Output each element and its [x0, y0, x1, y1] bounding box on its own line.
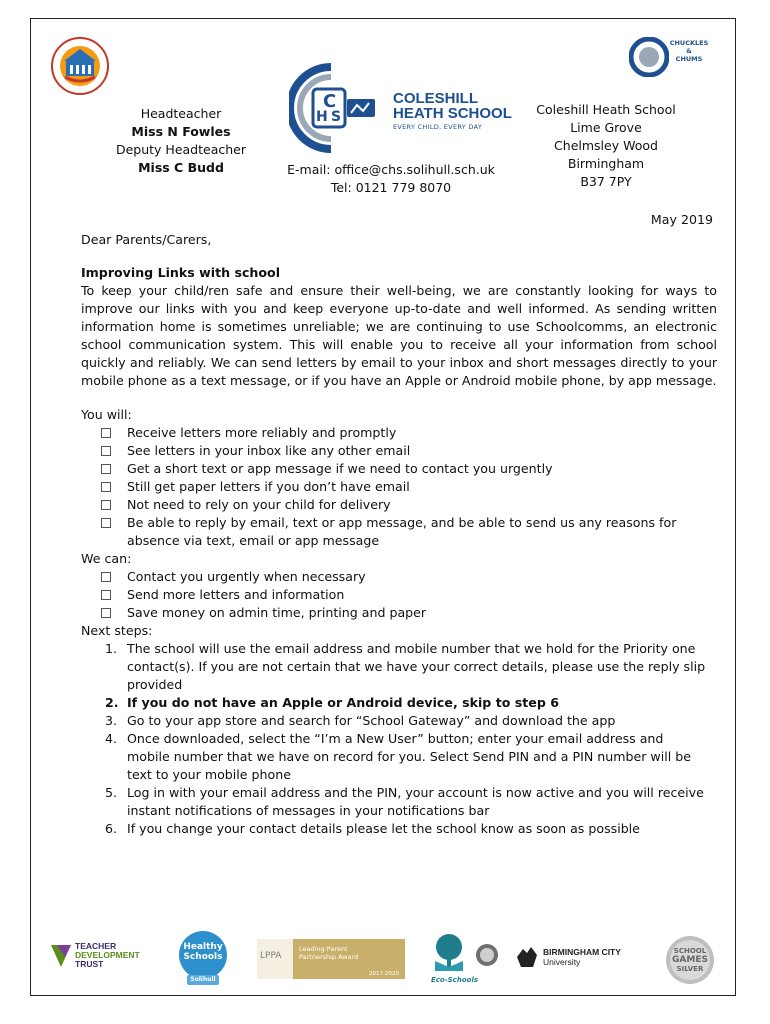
checkbox-icon: [101, 482, 111, 492]
coleshill-heath-school-logo: [289, 63, 519, 153]
list-item: Send more letters and information: [81, 586, 717, 604]
step-item: 4. Once downloaded, select the “I’m a New User” button; enter your email address and mobile number that we have on record for you. Select Send PIN and a PIN number will be text to your mobile phone: [105, 731, 691, 782]
list-item: Get a short text or app message if we need to contact you urgently: [81, 460, 717, 478]
logo-motto: EVERY CHILD, EVERY DAY: [393, 123, 483, 131]
logo-initial-s: S: [331, 109, 342, 125]
north-solihull-badge-logo: [51, 37, 109, 95]
letter-body: [81, 264, 717, 838]
healthy-line1: Healthy: [183, 942, 223, 952]
deputy-name: Miss C Budd: [138, 160, 224, 175]
birmingham-city-university-logo: [515, 943, 645, 973]
games-line2: GAMES: [672, 955, 708, 965]
logo-name-line1: COLESHILL: [393, 90, 478, 107]
list-item: Contact you urgently when necessary: [81, 568, 717, 586]
headteacher-name: Miss N Fowles: [131, 124, 231, 139]
address-line5: B37 7PY: [580, 174, 632, 189]
list-item: Not need to rely on your child for delivery: [81, 496, 717, 514]
teacher-development-trust-logo: [49, 939, 159, 975]
checkbox-icon: [101, 572, 111, 582]
checkbox-icon: [101, 446, 111, 456]
step-item: 6. If you change your contact details please let the school know as soon as possible: [105, 821, 640, 836]
subject-heading: Improving Links with school: [81, 265, 281, 280]
games-line1: SCHOOL: [673, 947, 707, 955]
address-block: [531, 101, 681, 191]
email-line: E-mail: office@chs.solihull.sch.uk: [287, 162, 495, 177]
we-can-list: [81, 568, 717, 622]
healthy-line2: Schools: [183, 952, 223, 962]
eco-label: Eco-Schools: [431, 976, 479, 984]
list-item: Receive letters more reliably and promptly: [81, 424, 717, 442]
next-steps-list: [81, 640, 717, 838]
staff-block: [111, 105, 251, 177]
we-can-heading: We can:: [81, 551, 132, 566]
checkbox-icon: [101, 590, 111, 600]
address-line3: Chelmsley Wood: [554, 138, 658, 153]
logo-initial-h: H: [316, 109, 328, 125]
lppa-abbr: LPPA: [260, 951, 282, 961]
healthy-schools-logo: [175, 931, 231, 987]
tel-line: Tel: 0121 779 8070: [330, 180, 452, 195]
eco-schools-logo: [429, 931, 509, 987]
lppa-award-logo: [257, 939, 405, 979]
address-line4: Birmingham: [567, 156, 645, 171]
contact-block: [281, 161, 501, 197]
tdt-line1: TEACHER: [75, 941, 117, 951]
games-line3: SILVER: [676, 965, 704, 973]
checkbox-icon: [101, 608, 111, 618]
logo-initial-c: C: [323, 91, 337, 112]
list-item: Still get paper letters if you don’t have email: [81, 478, 717, 496]
school-games-silver-logo: [665, 935, 715, 985]
you-will-heading: You will:: [81, 407, 132, 422]
greeting: Dear Parents/Carers,: [81, 232, 212, 247]
step-item: 3. Go to your app store and search for “School Gateway” and download the app: [105, 713, 616, 728]
intro-paragraph: To keep your child/ren safe and ensure their well-being, we are constantly looking for ways to improve our links with you and keep everyone up-to-date and well informed. As sending written information home is sometimes unreliable; we are continuing to use Schoolcomms, an electronic school communication system. This will enable you to receive all your information from school quickly and reliably. We can send letters by email to your inbox and short messages directly to your mobile phone as a text message, or if you have an Apple or Android mobile phone, by app message.: [81, 283, 717, 388]
bcu-line2: University: [543, 957, 581, 967]
chuckles-and-chums-logo: [629, 37, 719, 77]
list-item: Save money on admin time, printing and paper: [81, 604, 717, 622]
address-line1: Coleshill Heath School: [536, 102, 676, 117]
step-item: 2. If you do not have an Apple or Android device, skip to step 6: [105, 695, 559, 710]
list-item: See letters in your inbox like any other email: [81, 442, 717, 460]
checkbox-icon: [101, 518, 111, 528]
lppa-line1: Leading Parent: [299, 945, 348, 953]
step-item: 1. The school will use the email address and mobile number that we hold for the Priority one contact(s). If you are not certain that we have your correct details, please use the reply slip provided: [105, 641, 706, 692]
you-will-list: [81, 424, 717, 550]
bcu-line1: BIRMINGHAM CITY: [543, 947, 621, 957]
headteacher-role: Headteacher: [140, 106, 222, 121]
chuckles-line1: CHUCKLES: [669, 39, 709, 47]
tdt-line3: TRUST: [75, 959, 104, 969]
tdt-line2: DEVELOPMENT: [75, 950, 140, 960]
checkbox-icon: [101, 464, 111, 474]
logo-name-line2: HEATH SCHOOL: [393, 105, 512, 122]
next-steps-heading: Next steps:: [81, 623, 153, 638]
chuckles-line3: CHUMS: [675, 55, 703, 63]
address-line2: Lime Grove: [570, 120, 642, 135]
lppa-line2: Partnership Award: [299, 953, 359, 961]
checkbox-icon: [101, 500, 111, 510]
deputy-role: Deputy Headteacher: [115, 142, 246, 157]
lppa-years: 2017-2020: [369, 971, 399, 977]
letter-date: May 2019: [650, 212, 713, 227]
checkbox-icon: [101, 428, 111, 438]
chuckles-line2: &: [686, 47, 692, 55]
letter-page: [30, 18, 736, 996]
list-item: Be able to reply by email, text or app message, and be able to send us any reasons for absence via text, email or app message: [81, 514, 717, 550]
healthy-sub: Solihull: [190, 976, 216, 983]
step-item: 5. Log in with your email address and the PIN, your account is now active and you will receive instant notifications of messages in your notifications bar: [105, 785, 704, 818]
